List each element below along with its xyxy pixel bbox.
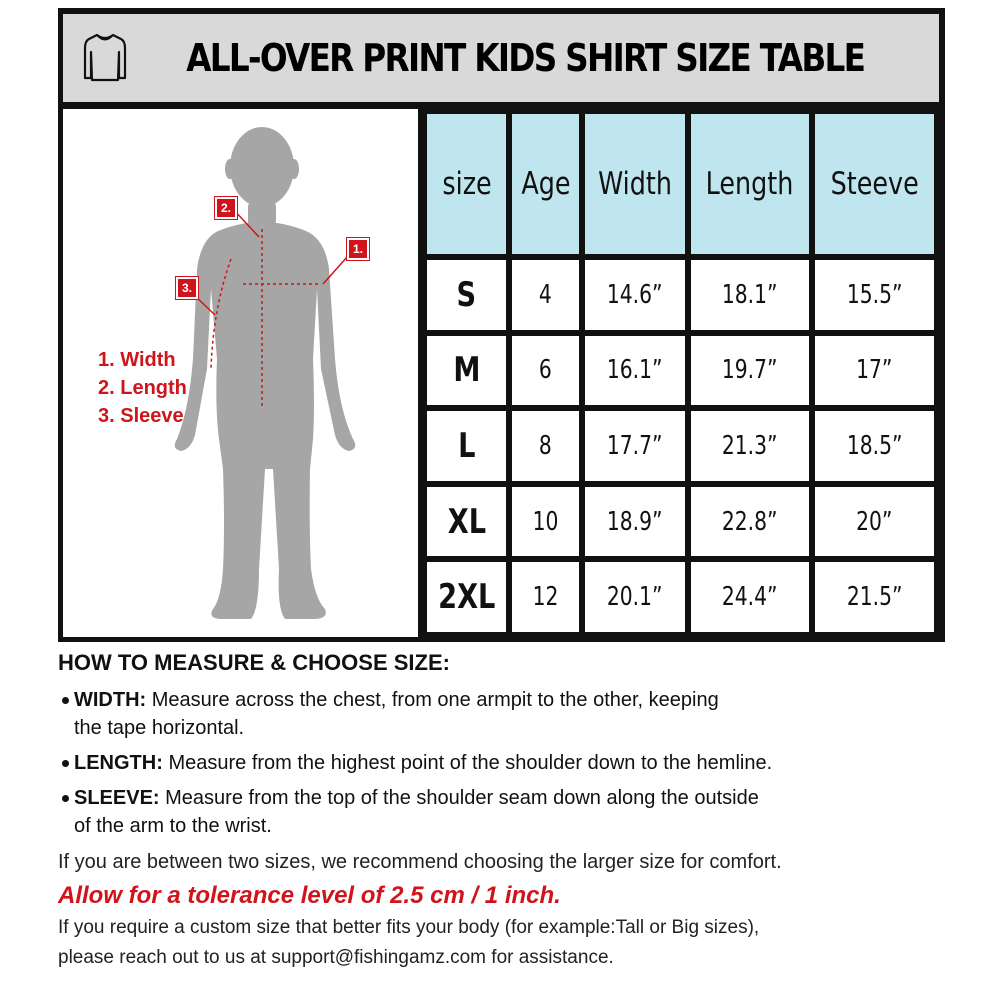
width-tag: 1. [347,238,369,260]
table-row [427,411,934,481]
long-sleeve-shirt-icon [83,32,127,84]
cell-size: L [427,411,506,481]
header-sleeve: Steeve [815,114,934,254]
bullet-icon [62,760,69,767]
length-tag: 2. [215,197,237,219]
legend-length: 2. Length [98,377,187,399]
cell-size: S [427,260,506,330]
between-sizes-note: If you are between two sizes, we recommend choosing the larger size for comfort. [58,851,782,873]
table-row [427,260,934,330]
bullet-icon [62,697,69,704]
length-instruction [58,749,988,777]
length-text: Measure from the highest point of the shoulder down to the hemline. [168,752,773,774]
cell-length: 21.3” [691,411,809,481]
cell-width: 20.1” [585,562,685,632]
size-table [421,108,940,638]
cell-age: 8 [512,411,578,481]
sleeve-label: SLEEVE: [74,787,160,809]
cell-length: 18.1” [691,260,809,330]
cell-sleeve: 21.5” [815,562,934,632]
cell-age: 12 [512,562,578,632]
cell-age: 10 [512,487,578,557]
cell-sleeve: 17” [815,336,934,406]
width-text-line-1: Measure across the chest, from one armpit to the other, keeping [151,689,719,711]
cell-sleeve: 20” [815,487,934,557]
width-instruction [58,686,988,742]
legend-sleeve: 3. Sleeve [98,405,184,427]
title-bar [63,14,939,102]
legend-width: 1. Width [98,349,176,371]
measurement-instructions [58,650,988,973]
cell-sleeve: 18.5” [815,411,934,481]
bullet-icon [62,795,69,802]
cell-length: 22.8” [691,487,809,557]
page-title: ALL-OVER PRINT KIDS SHIRT SIZE TABLE [185,36,865,80]
cell-age: 6 [512,336,578,406]
width-label: WIDTH: [74,689,147,711]
cell-width: 16.1” [585,336,685,406]
header-size: size [427,114,506,254]
cell-length: 24.4” [691,562,809,632]
length-label: LENGTH: [74,752,163,774]
cell-size: XL [427,487,506,557]
custom-size-note-line-2: please reach out to us at support@fishingamz.com for assistance. [58,947,614,968]
cell-width: 14.6” [585,260,685,330]
custom-size-note-line-1: If you require a custom size that better fits your body (for example:Tall or Big sizes), [58,917,760,938]
header-width: Width [585,114,685,254]
sleeve-tag: 3. [176,277,198,299]
table-row [427,562,934,632]
header-age: Age [512,114,578,254]
instructions-heading: HOW TO MEASURE & CHOOSE SIZE: [58,650,450,675]
cell-width: 18.9” [585,487,685,557]
table-header-row [427,114,934,254]
cell-sleeve: 15.5” [815,260,934,330]
measurement-legend [98,346,187,430]
header-length: Length [691,114,809,254]
cell-length: 19.7” [691,336,809,406]
cell-width: 17.7” [585,411,685,481]
sleeve-instruction [58,784,988,840]
width-text-line-2: the tape horizontal. [74,717,245,739]
sleeve-text-line-2: of the arm to the wrist. [74,815,272,837]
cell-size: M [427,336,506,406]
table-row [427,487,934,557]
sleeve-text-line-1: Measure from the top of the shoulder seam down along the outside [165,787,759,809]
table-row [427,336,934,406]
tolerance-note: Allow for a tolerance level of 2.5 cm / 1 inch. [58,882,561,909]
cell-age: 4 [512,260,578,330]
cell-size: 2XL [427,562,506,632]
